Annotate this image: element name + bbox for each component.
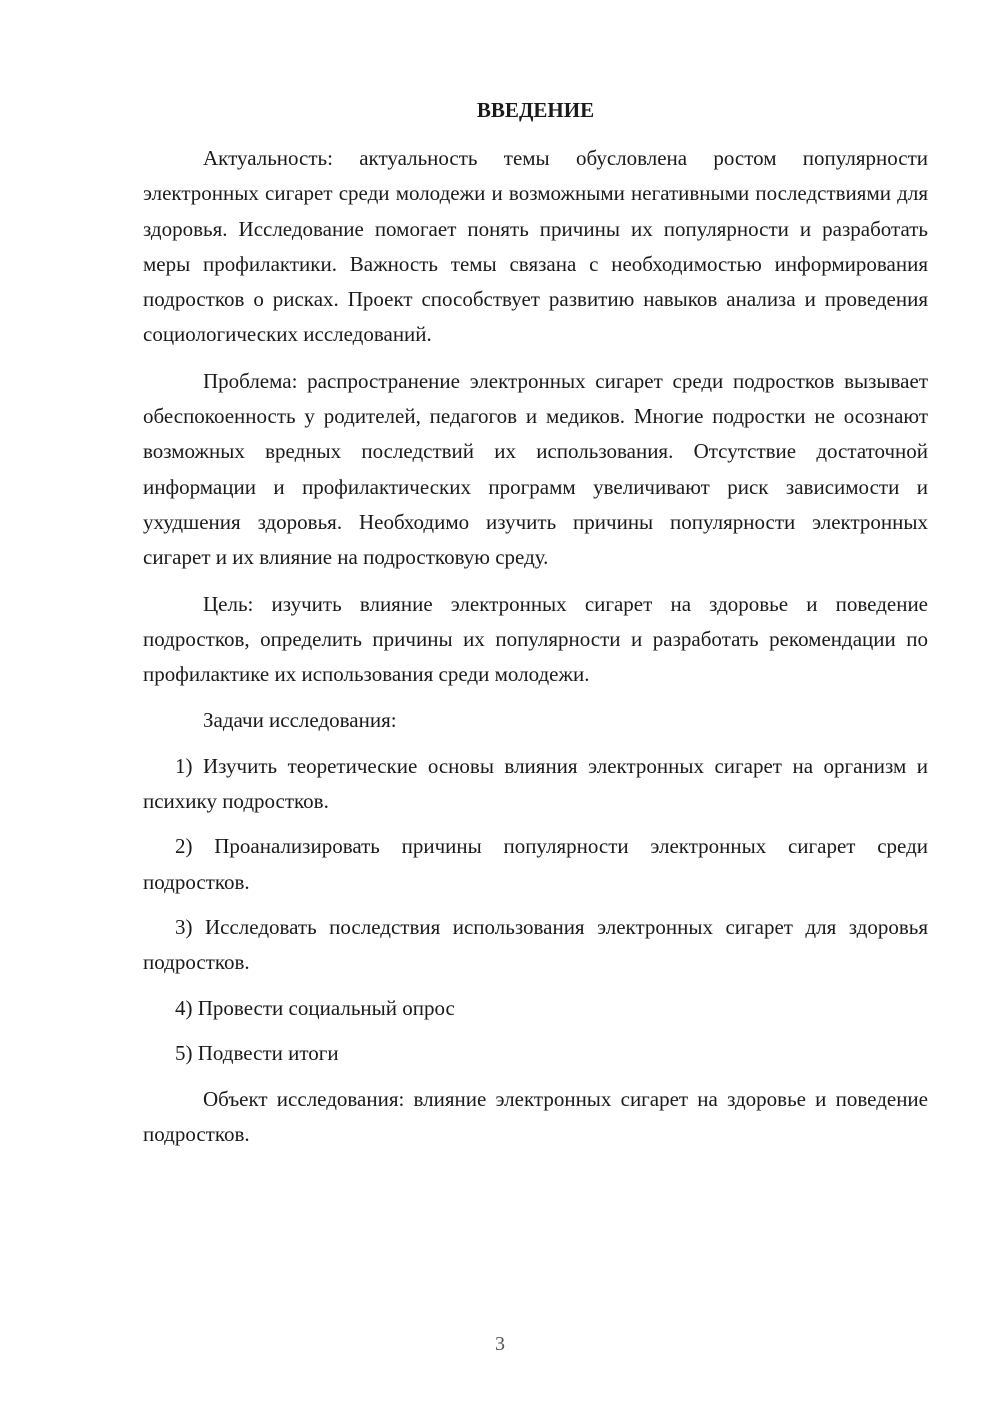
task-item-1: 1) Изучить теоретические основы влияния электронных сигарет на организм и психику подростков.: [143, 753, 928, 814]
task-item-5: 5) Подвести итоги: [175, 1040, 339, 1065]
document-page: [143, 92, 928, 1153]
task-item-4: 4) Провести социальный опрос: [175, 995, 455, 1020]
task-item-2: 2) Проанализировать причины популярности электронных сигарет среди подростков.: [143, 834, 928, 894]
page-number: 3: [495, 1333, 505, 1355]
tasks-heading: Задачи исследования:: [203, 708, 397, 733]
tasks-list: [143, 749, 928, 1071]
problem-paragraph: Проблема: распространение электронных сигарет среди подростков вызывает обеспокоенность у родителей, педагогов и медиков. Многие подростки не осознают возможных вредных последствий их использования. Отсутствие достаточной информации и профилактических программ увеличивают риск зависимости и ухудшения здоровья. Необходимо изучить причины популярности электронных сигарет и их влияние на подростковую среду.: [143, 368, 928, 570]
task-item-3: 3) Исследовать последствия использования электронных сигарет для здоровья подростков.: [143, 914, 928, 975]
object-paragraph: Объект исследования: влияние электронных сигарет на здоровье и поведение подростков.: [143, 1087, 928, 1147]
page-title: ВВЕДЕНИЕ: [476, 98, 595, 122]
relevance-paragraph: Актуальность: актуальность темы обусловлена ростом популярности электронных сигарет среди молодежи и возможными негативными последствиями для здоровья. Исследование помогает понять причины их популярности и разработать меры профилактики. Важность темы связана с необходимостью информирования подростков о рисках. Проект способствует развитию навыков анализа и проведения социологических исследований.: [143, 146, 928, 347]
goal-paragraph: Цель: изучить влияние электронных сигарет на здоровье и поведение подростков, определить причины их популярности и разработать рекомендации по профилактике их использования среди молодежи.: [143, 591, 928, 687]
